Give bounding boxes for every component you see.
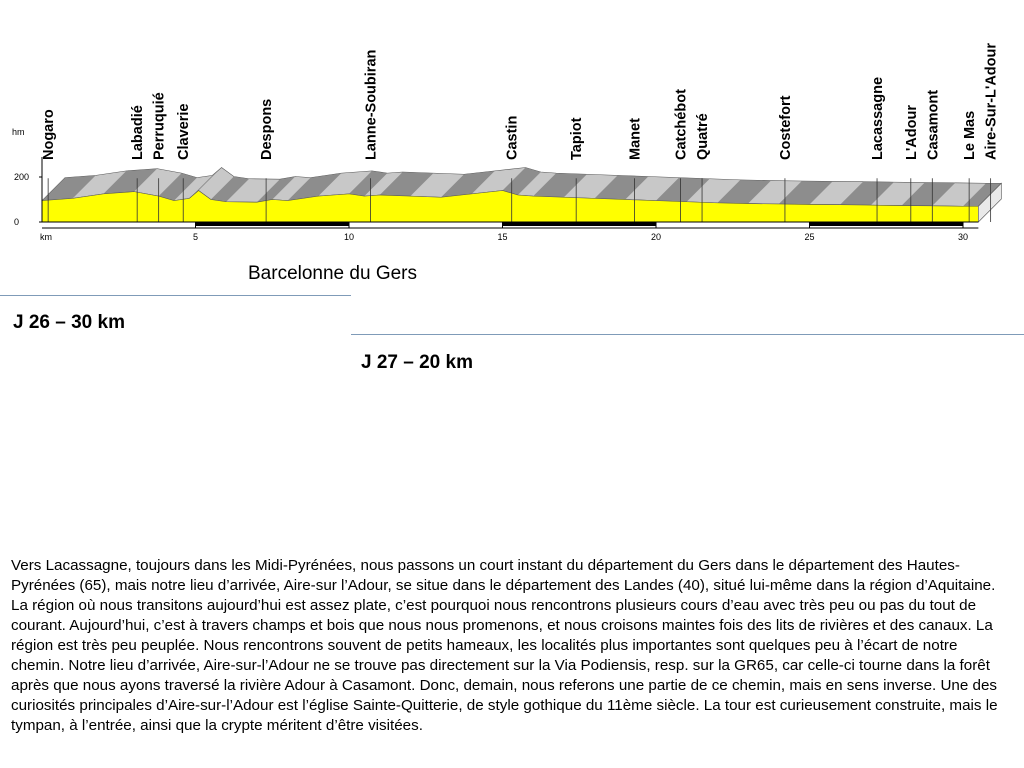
road-segment xyxy=(196,222,350,226)
elevation-profile-chart xyxy=(0,0,1024,250)
place-label: Manet xyxy=(627,118,644,160)
y-axis-unit: hm xyxy=(12,127,25,137)
x-axis-unit: km xyxy=(40,232,52,242)
place-labels xyxy=(41,43,999,160)
x-tick-label: 15 xyxy=(497,232,508,242)
place-label: Despons xyxy=(259,98,276,160)
place-label: Claverie xyxy=(176,103,193,160)
place-label: Perruquié xyxy=(151,92,168,160)
divider-line-stage2 xyxy=(351,334,1024,335)
divider-line-stage1 xyxy=(0,295,351,296)
place-label: Aire-Sur-L'Adour xyxy=(983,42,1000,160)
place-label: Tapiot xyxy=(569,117,586,160)
y-tick-label: 200 xyxy=(14,172,30,182)
place-label: Nogaro xyxy=(41,109,58,160)
place-label: Le Mas xyxy=(962,110,979,160)
stage2-label: J 27 – 20 km xyxy=(361,352,473,373)
road-segment xyxy=(810,222,964,226)
place-label: Lanne-Soubiran xyxy=(363,49,380,160)
x-tick-label: 25 xyxy=(804,232,815,242)
stage1-label: J 26 – 30 km xyxy=(13,312,125,333)
x-tick-label: 5 xyxy=(192,232,199,242)
x-tick-label: 10 xyxy=(343,232,355,242)
place-label: Castin xyxy=(504,115,521,160)
place-label: Quatré xyxy=(695,113,712,160)
place-label: Casamont xyxy=(925,89,942,160)
place-label: Labadié xyxy=(130,105,147,160)
y-tick-label: 0 xyxy=(14,217,20,227)
x-tick-label: 30 xyxy=(957,232,969,242)
place-label: L'Adour xyxy=(903,105,920,160)
town-label: Barcelonne du Gers xyxy=(248,263,417,284)
place-label: Costefort xyxy=(777,95,794,160)
road-segment xyxy=(503,222,657,226)
x-tick-label: 20 xyxy=(650,232,662,242)
place-label: Lacassagne xyxy=(870,76,887,160)
description-text: Vers Lacassagne, toujours dans les Midi-Pyrénées, nous passons un court instant du département du Gers dans le département des Hautes-Pyrénées (65), mais notre lieu d’arrivée, Aire-sur l’Adour, se situe dans le département des Landes (40), situé lui-même dans la région d’Aquitaine. La région où nous transitons aujourd’hui est assez plate, c’est pourquoi nous rencontrons plusieurs cours d’eau avec très peu ou pas du tout de courant. Aujourd’hui, c’est à travers champs et bois que nous nous promenons, et nous croisons maintes fois des lits de rivières et des canaux. La région est très peu peuplée. Nous rencontrons souvent de petits hameaux, les localités plus importantes sont quelques peu à l’écart de notre chemin. Notre lieu d’arrivée, Aire-sur-l’Adour ne se trouve pas directement sur la Via Podiensis, resp. sur la GR65, car celle-ci tourne dans la forêt après que nous ayons traversé la rivière Adour à Casamont. Donc, demain, nous referons une partie de ce chemin, mais en sens inverse. Une des curiosités principales d’Aire-sur-l’Adour est l’église Sainte-Quitterie, de style gothique du 11ème siècle. La tour est curieusement construite, mais le tympan, à l’entrée, ainsi que la crypte méritent d’être visitées. xyxy=(11,557,998,734)
place-label: Catchébot xyxy=(673,89,690,160)
